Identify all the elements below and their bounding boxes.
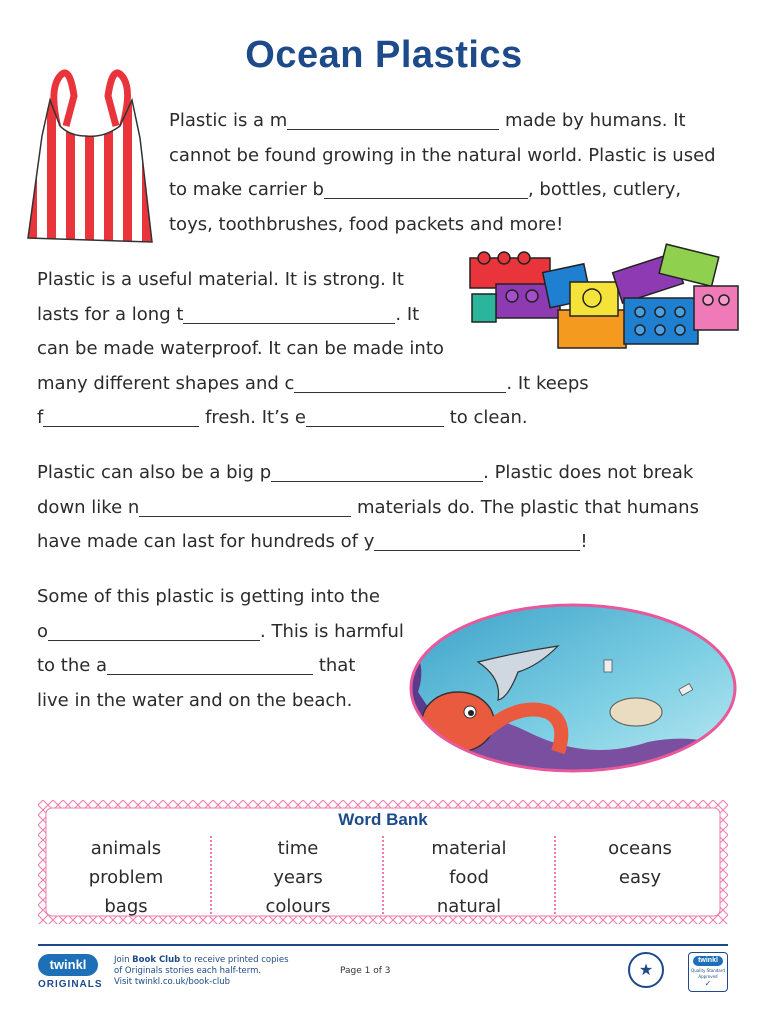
- blank-colours[interactable]: [294, 374, 506, 393]
- word-years: years: [273, 867, 323, 888]
- badge-text-1: Quality Standard: [691, 968, 725, 973]
- paragraph-ocean-harm: [37, 580, 404, 718]
- blank-easy[interactable]: [306, 408, 444, 427]
- badge-brand: twinkl: [693, 956, 723, 966]
- text-line: down like n materials do. The plastic that humans: [37, 496, 699, 518]
- star-icon[interactable]: ★: [628, 952, 664, 988]
- blank-natural[interactable]: [139, 498, 351, 517]
- checkmark-icon: ✓: [704, 979, 712, 988]
- word-problem: problem: [88, 867, 164, 888]
- text-line: to make carrier b , bottles, cutlery,: [169, 179, 682, 201]
- word-bags: bags: [104, 896, 148, 917]
- book-club-link[interactable]: Book Club: [132, 955, 181, 965]
- word-oceans: oceans: [608, 838, 672, 859]
- text-line: Plastic can also be a big p . Plastic does not break: [37, 462, 694, 483]
- twinkl-logo-badge: twinkl: [38, 954, 98, 976]
- word-time: time: [277, 838, 319, 859]
- blank-years[interactable]: [374, 532, 580, 551]
- text-line: toys, toothbrushes, food packets and more!: [169, 213, 564, 235]
- ocean-scene-illustration: [408, 602, 738, 774]
- book-club-line-1: Join Book Club to receive printed copies: [114, 955, 289, 965]
- carrier-bag-illustration: [20, 66, 162, 246]
- paragraph-big-problem: [37, 456, 699, 560]
- text-line: f fresh. It’s e to clean.: [37, 407, 528, 429]
- book-club-info: [114, 955, 289, 988]
- word-material: material: [431, 838, 507, 859]
- twinkl-originals-logo[interactable]: [38, 954, 103, 994]
- footer-divider: [38, 944, 728, 946]
- text-line: many different shapes and c . It keeps: [37, 372, 589, 394]
- text-line: Plastic is a m made by humans. It: [169, 110, 686, 131]
- paragraph-plastic-intro: [169, 104, 716, 242]
- word-colours: colours: [265, 896, 331, 917]
- blank-oceans[interactable]: [48, 622, 260, 641]
- page-number: Page 1 of 3: [340, 966, 391, 976]
- word-natural: natural: [436, 896, 502, 917]
- text-line: Plastic is a useful material. It is strong. It: [37, 269, 404, 290]
- page-title: Ocean Plastics: [245, 34, 523, 76]
- text-line: Some of this plastic is getting into the: [37, 586, 380, 607]
- text-line: cannot be found growing in the natural world. Plastic is used: [169, 144, 716, 166]
- text-line: to the a that: [37, 655, 356, 677]
- plastic-bricks-illustration: [466, 240, 742, 354]
- word-bank-column-1: [40, 834, 212, 921]
- book-club-url[interactable]: Visit twinkl.co.uk/book-club: [114, 977, 231, 987]
- word-bank-column-2: [212, 834, 384, 921]
- blank-food[interactable]: [43, 408, 199, 427]
- text-line: o . This is harmful: [37, 620, 404, 642]
- word-bank-column-4: [554, 834, 726, 892]
- blank-animals[interactable]: [107, 656, 313, 675]
- word-bank-title: Word Bank: [338, 810, 428, 829]
- text-line: lasts for a long t . It: [37, 303, 420, 325]
- word-easy: easy: [618, 867, 662, 888]
- quality-standard-badge: [688, 952, 728, 992]
- book-club-line-2: of Originals stories each half-term.: [114, 966, 262, 976]
- word-food: food: [449, 867, 489, 888]
- blank-time[interactable]: [183, 305, 395, 324]
- blank-bags[interactable]: [324, 180, 528, 199]
- word-bank-column-3: [383, 834, 555, 921]
- badge-text-2: Approved: [698, 974, 718, 979]
- text-line: live in the water and on the beach.: [37, 689, 353, 711]
- blank-material[interactable]: [287, 111, 499, 130]
- word-bank: [38, 800, 728, 924]
- word-animals: animals: [90, 838, 162, 859]
- text-line: have made can last for hundreds of y !: [37, 531, 588, 553]
- blank-problem[interactable]: [271, 463, 483, 482]
- originals-wordmark: ORIGINALS: [38, 979, 103, 990]
- text-line: can be made waterproof. It can be made into: [37, 338, 444, 360]
